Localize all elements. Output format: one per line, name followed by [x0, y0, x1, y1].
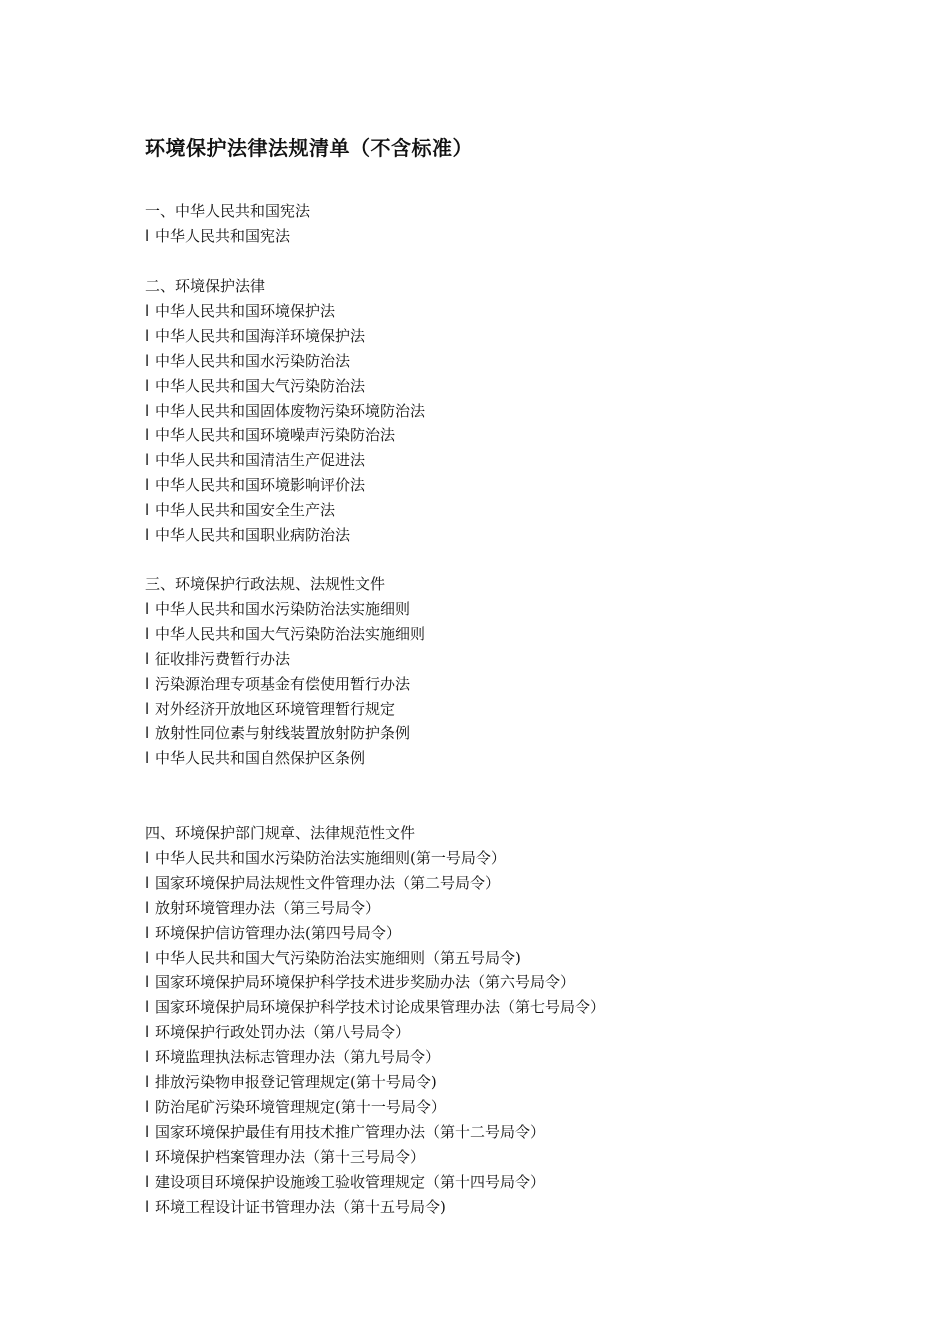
list-item [145, 301, 335, 321]
list-item-text: 环境保护信访管理办法(第四号局令） [155, 923, 401, 942]
bullet-marker: l [145, 1172, 150, 1191]
section-heading: 四、环境保护部门规章、法律规范性文件 [145, 824, 416, 842]
list-item [145, 624, 425, 644]
list-item [145, 450, 365, 470]
list-item-text: 环境保护行政处罚办法（第八号局令） [155, 1023, 411, 1042]
list-item [145, 748, 365, 768]
bullet-marker: l [145, 1097, 150, 1116]
list-item-text: 中华人民共和国安全生产法 [155, 501, 336, 520]
bullet-marker: l [145, 699, 150, 718]
list-item-text: 环境保护档案管理办法（第十三号局令） [155, 1147, 426, 1166]
bullet-marker: l [145, 376, 150, 395]
list-item-text: 环境监理执法标志管理办法（第九号局令） [155, 1048, 441, 1067]
list-item-text: 国家环境保护局环境保护科学技术进步奖励办法（第六号局令） [155, 973, 576, 992]
list-item-text: 放射环境管理办法（第三号局令） [155, 898, 381, 917]
bullet-marker: l [145, 526, 150, 544]
list-item [145, 699, 395, 719]
list-item-text: 中华人民共和国水污染防治法实施细则 [155, 599, 411, 618]
list-item [145, 972, 575, 992]
section-heading: 二、环境保护法律 [145, 277, 266, 295]
list-item [145, 1022, 410, 1042]
list-item [145, 997, 605, 1017]
list-item-text: 中华人民共和国大气污染防治法实施细则（第五号局令) [155, 948, 521, 967]
bullet-marker: l [145, 599, 150, 618]
list-item [145, 1097, 446, 1117]
list-item [145, 1147, 425, 1167]
list-item-text: 中华人民共和国清洁生产促进法 [155, 451, 366, 470]
bullet-marker: l [145, 1048, 150, 1067]
list-item [145, 873, 500, 893]
list-item [145, 649, 290, 669]
bullet-marker: l [145, 351, 150, 370]
list-item-text: 排放污染物申报登记管理规定(第十号局令) [155, 1073, 437, 1091]
bullet-marker: l [145, 724, 150, 743]
list-item [145, 1072, 437, 1092]
list-item [145, 723, 410, 743]
list-item-text: 环境工程设计证书管理办法（第十五号局令) [155, 1197, 446, 1216]
bullet-marker: l [145, 226, 150, 245]
list-item [145, 226, 290, 246]
list-item-text: 国家环境保护局法规性文件管理办法（第二号局令） [155, 873, 501, 892]
bullet-marker: l [145, 624, 150, 643]
list-item-text: 国家环境保护局环境保护科学技术讨论成果管理办法（第七号局令） [155, 998, 606, 1017]
list-item [145, 351, 350, 371]
list-item-text: 建设项目环境保护设施竣工验收管理规定（第十四号局令） [155, 1172, 546, 1191]
bullet-marker: l [145, 426, 150, 445]
list-item [145, 599, 410, 619]
bullet-marker: l [145, 501, 150, 520]
bullet-marker: l [145, 451, 150, 470]
list-item [145, 1047, 440, 1067]
list-item [145, 376, 365, 396]
list-item-text: 征收排污费暂行办法 [155, 649, 291, 668]
bullet-marker: l [145, 1073, 150, 1091]
list-item [145, 326, 365, 346]
bullet-marker: l [145, 923, 150, 942]
list-item-text: 中华人民共和国职业病防治法 [155, 526, 351, 544]
bullet-marker: l [145, 749, 150, 768]
bullet-marker: l [145, 1147, 150, 1166]
bullet-marker: l [145, 674, 150, 693]
list-item-text: 中华人民共和国大气污染防治法实施细则 [155, 624, 426, 643]
list-item-text: 中华人民共和国海洋环境保护法 [155, 326, 366, 345]
bullet-marker: l [145, 326, 150, 345]
bullet-marker: l [145, 973, 150, 992]
list-item-text: 中华人民共和国大气污染防治法 [155, 376, 366, 395]
bullet-marker: l [145, 1197, 150, 1216]
list-item-text: 中华人民共和国环境影响评价法 [155, 476, 366, 495]
list-item [145, 923, 401, 943]
page-title: 环境保护法律法规清单（不含标准） [145, 136, 473, 160]
list-item-text: 污染源治理专项基金有偿使用暂行办法 [155, 674, 411, 693]
list-item-text: 对外经济开放地区环境管理暂行规定 [155, 699, 396, 718]
section-heading: 三、环境保护行政法规、法规性文件 [145, 575, 386, 593]
bullet-marker: l [145, 848, 150, 867]
list-item-text: 中华人民共和国环境保护法 [155, 301, 336, 320]
list-item-text: 中华人民共和国环境噪声污染防治法 [155, 426, 396, 445]
list-item-text: 国家环境保护最佳有用技术推广管理办法（第十二号局令） [155, 1122, 546, 1141]
list-item-text: 防治尾矿污染环境管理规定(第十一号局令） [155, 1097, 446, 1116]
list-item-text: 放射性同位素与射线装置放射防护条例 [155, 724, 411, 743]
bullet-marker: l [145, 1023, 150, 1042]
list-item [145, 898, 380, 918]
list-item [145, 674, 410, 694]
bullet-marker: l [145, 476, 150, 495]
list-item [145, 1197, 446, 1217]
list-item [145, 1122, 545, 1142]
bullet-marker: l [145, 948, 150, 967]
list-item-text: 中华人民共和国水污染防治法实施细则(第一号局令） [155, 848, 506, 867]
list-item [145, 948, 521, 968]
list-item [145, 401, 425, 421]
list-item-text: 中华人民共和国宪法 [155, 226, 291, 245]
bullet-marker: l [145, 898, 150, 917]
list-item-text: 中华人民共和国固体废物污染环境防治法 [155, 401, 426, 420]
list-item [145, 1172, 545, 1192]
bullet-marker: l [145, 649, 150, 668]
bullet-marker: l [145, 873, 150, 892]
list-item [145, 500, 335, 520]
list-item-text: 中华人民共和国自然保护区条例 [155, 749, 366, 768]
bullet-marker: l [145, 1122, 150, 1141]
bullet-marker: l [145, 301, 150, 320]
list-item [145, 475, 365, 495]
bullet-marker: l [145, 998, 150, 1017]
list-item [145, 425, 395, 445]
list-item [145, 848, 506, 868]
bullet-marker: l [145, 401, 150, 420]
section-heading: 一、中华人民共和国宪法 [145, 202, 311, 220]
list-item [145, 525, 350, 545]
list-item-text: 中华人民共和国水污染防治法 [155, 351, 351, 370]
